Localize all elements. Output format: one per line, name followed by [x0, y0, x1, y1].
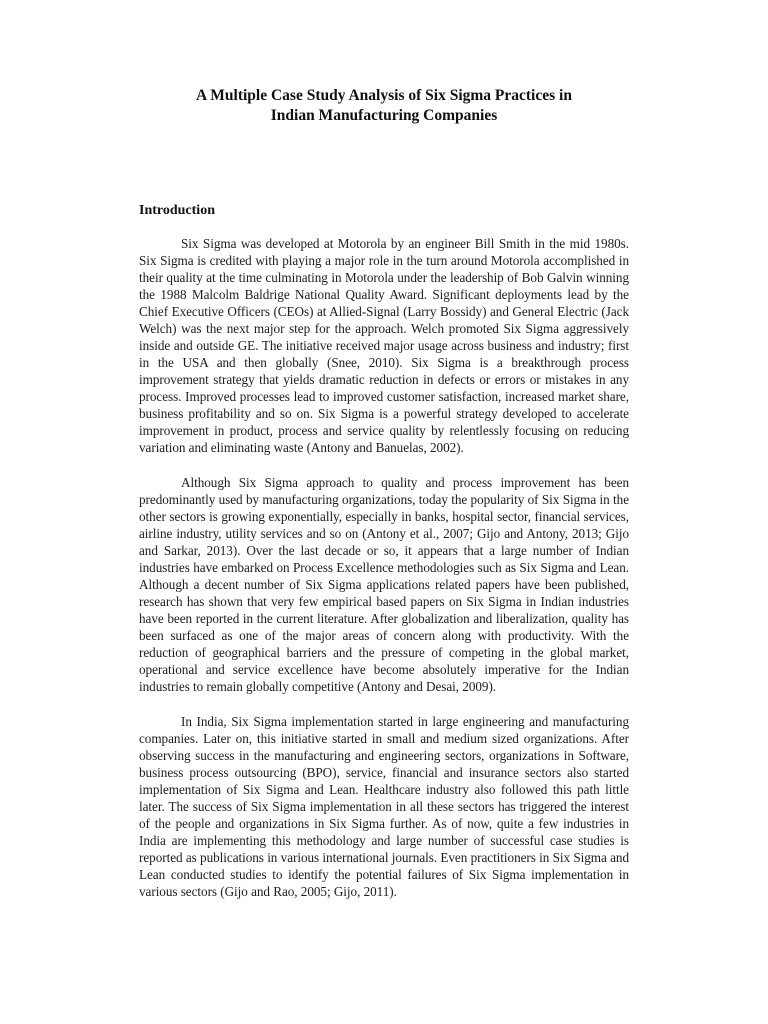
- paper-title-line-1: A Multiple Case Study Analysis of Six Sigma Practices in: [196, 87, 572, 104]
- paper-title-line-2: Indian Manufacturing Companies: [270, 107, 498, 124]
- paper-title: [139, 86, 629, 126]
- section-heading-introduction: Introduction: [139, 203, 215, 218]
- paragraph-2: Although Six Sigma approach to quality and process improvement has been predominantly used by manufacturing organizations, today the popularity of Six Sigma in the other sectors is growing exponentially, especially in banks, hospital sector, financial services, airline industry, utility services and so on (Antony et al., 2007; Gijo and Antony, 2013; Gijo and Sarkar, 2013). Over the last decade or so, it appears that a large number of Indian industries have embarked on Process Excellence methodologies such as Six Sigma and Lean. Although a decent number of Six Sigma applications related papers have been published, research has shown that very few empirical based papers on Six Sigma in Indian industries have been reported in the current literature. After globalization and liberalization, quality has been surfaced as one of the major areas of concern along with productivity. With the reduction of geographical barriers and the pressure of competing in the global market, operational and service excellence have become absolutely imperative for the Indian industries to remain globally competitive (Antony and Desai, 2009).: [139, 475, 629, 694]
- document-page: [139, 86, 629, 900]
- paragraph-3: In India, Six Sigma implementation started in large engineering and manufacturing companies. Later on, this initiative started in small and medium sized organizations. After observing success in the manufacturing and engineering sectors, organizations in Software, business process outsourcing (BPO), service, financial and insurance sectors also started implementation of Six Sigma and Lean. Healthcare industry also followed this path little later. The success of Six Sigma implementation in all these sectors has triggered the interest of the people and organizations in Six Sigma further. As of now, quite a few industries in India are implementing this methodology and large number of successful case studies is reported as publications in various international journals. Even practitioners in Six Sigma and Lean conducted studies to identify the potential failures of Six Sigma implementation in various sectors (Gijo and Rao, 2005; Gijo, 2011).: [139, 714, 629, 899]
- paragraph-1: Six Sigma was developed at Motorola by an engineer Bill Smith in the mid 1980s. Six Sigma is credited with playing a major role in the turn around Motorola accomplished in their quality at the time culminating in Motorola under the leadership of Bob Galvin winning the 1988 Malcolm Baldrige National Quality Award. Significant deployments lead by the Chief Executive Officers (CEOs) at Allied-Signal (Larry Bossidy) and General Electric (Jack Welch) was the next major step for the approach. Welch promoted Six Sigma aggressively inside and outside GE. The initiative received major usage across business and industry; first in the USA and then globally (Snee, 2010). Six Sigma is a breakthrough process improvement strategy that yields dramatic reduction in defects or errors or mistakes in any process. Improved processes lead to improved customer satisfaction, increased market share, business profitability and so on. Six Sigma is a powerful strategy developed to accelerate improvement in product, process and service quality by relentlessly focusing on reducing variation and eliminating waste (Antony and Banuelas, 2002).: [139, 236, 629, 455]
